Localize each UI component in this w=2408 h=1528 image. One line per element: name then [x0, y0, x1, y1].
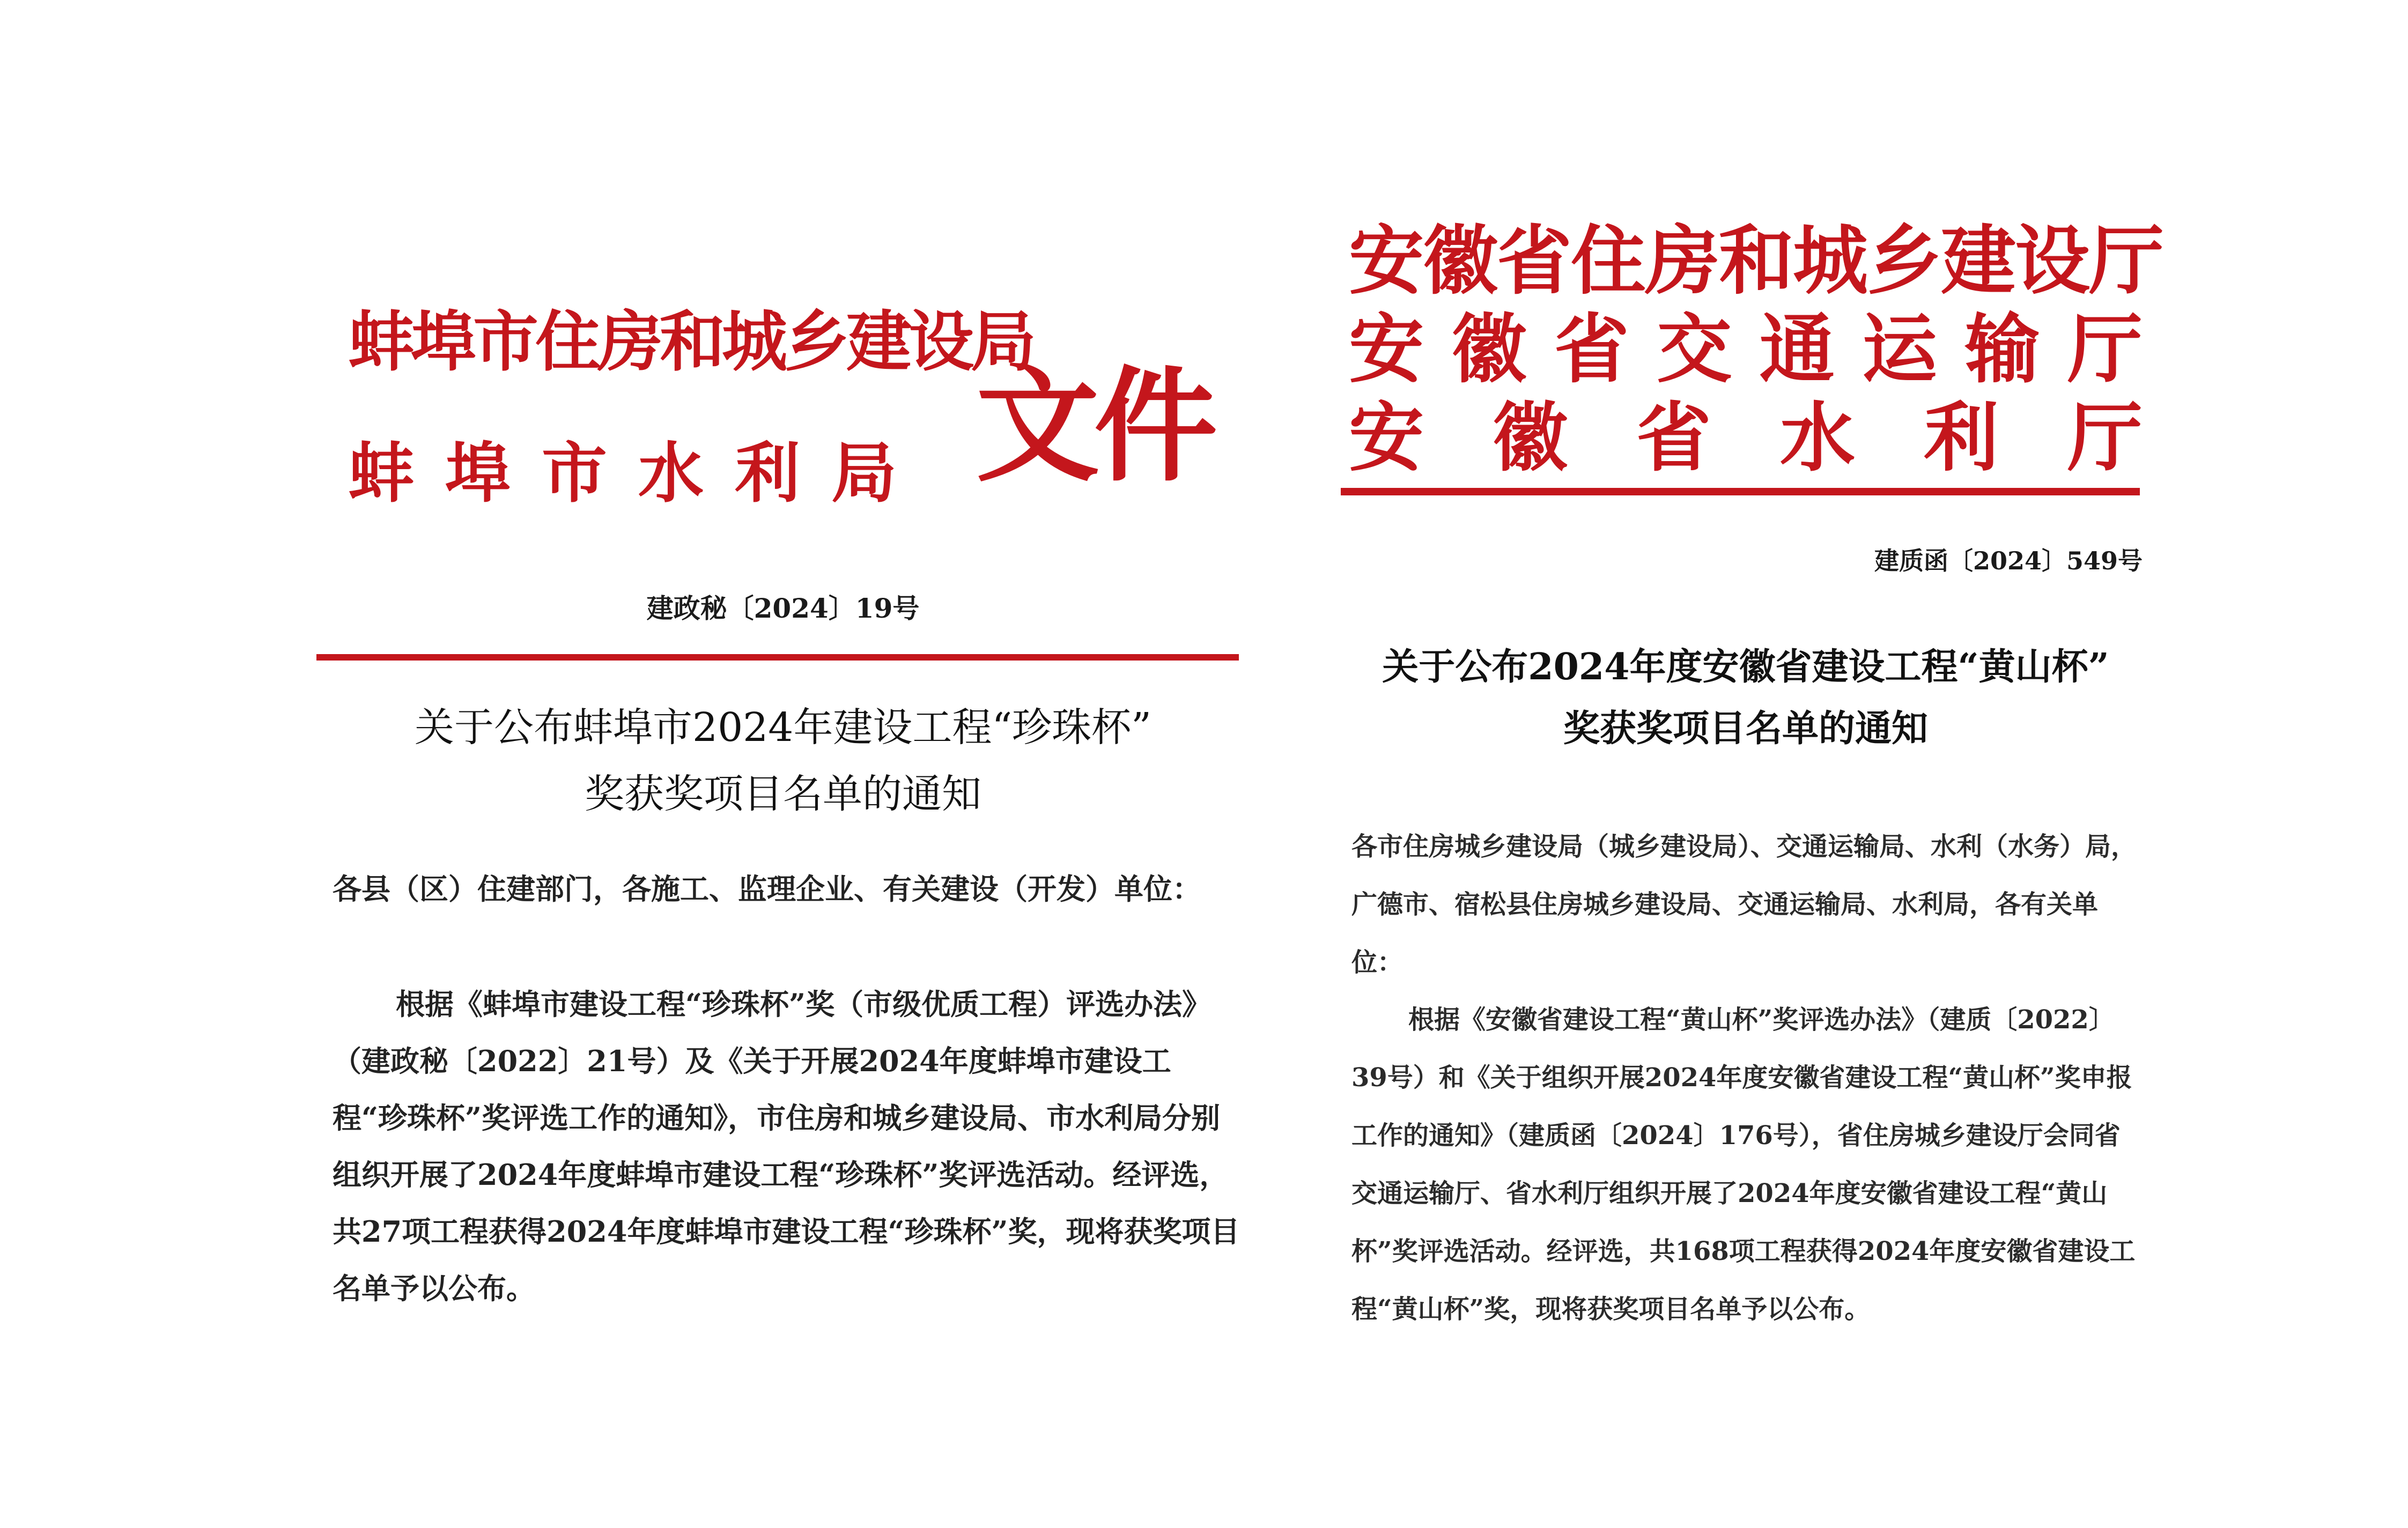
right-recipient: 各市住房城乡建设局（城乡建设局）、交通运输局、水利（水务）局，广德市、宿松县住房城乡建设局、交通运输局、水利局，各有关单位：: [1351, 832, 2137, 977]
left-document-type: 文件: [976, 355, 1213, 499]
left-document-number: 建政秘〔2024〕19号: [646, 592, 920, 624]
left-agency-name-1: 蚌埠市住房和城乡建设局: [349, 304, 1033, 380]
left-red-divider: [316, 654, 1239, 661]
right-red-divider: [1341, 488, 2140, 495]
right-body-paragraph: 根据《安徽省建设工程“黄山杯”奖评选办法》（建质〔2022〕39号）和《关于组织开展2024年度安徽省建设工程“黄山杯”奖申报工作的通知》（建质函〔2024〕176号），省住房城乡建设厅会同省交通运输厅、省水利厅组织开展了2024年度安徽省建设工程“黄山杯”奖评选活动。经评选，共168项工程获得2024年度安徽省建设工程“黄山杯”奖，现将获奖项目名单予以公布。: [1351, 1005, 2136, 1324]
left-title-line-1: 关于公布蚌埠市2024年建设工程“珍珠杯”: [415, 704, 1151, 751]
left-body-paragraph: 根据《蚌埠市建设工程“珍珠杯”奖（市级优质工程）评选办法》（建政秘〔2022〕21号）及《关于开展2024年度蚌埠市建设工程“珍珠杯”奖评选工作的通知》，市住房和城乡建设局、市水利局分别组织开展了2024年度蚌埠市建设工程“珍珠杯”奖评选活动。经评选，共27项工程获得2024年度蚌埠市建设工程“珍珠杯”奖，现将获奖项目名单予以公布。: [333, 987, 1240, 1306]
right-title-line-2: 奖获奖项目名单的通知: [1563, 707, 1928, 750]
left-document: [300, 231, 1266, 1383]
right-agency-name-3: 安徽省水利厅: [1349, 395, 2143, 482]
right-title-line-1: 关于公布2024年度安徽省建设工程“黄山杯”: [1382, 646, 2109, 688]
right-document-number: 建质函〔2024〕549号: [1874, 546, 2143, 575]
left-agency-name-2: 蚌埠市水利局: [349, 435, 928, 511]
left-title-line-2: 奖获奖项目名单的通知: [585, 771, 981, 817]
right-document: [1335, 188, 2204, 1394]
left-recipient: 各县（区）住建部门，各施工、监理企业、有关建设（开发）单位：: [333, 872, 1201, 906]
right-agency-name-1: 安徽省住房和城乡建设厅: [1349, 218, 2163, 305]
right-agency-name-2: 安徽省交通运输厅: [1349, 306, 2143, 394]
